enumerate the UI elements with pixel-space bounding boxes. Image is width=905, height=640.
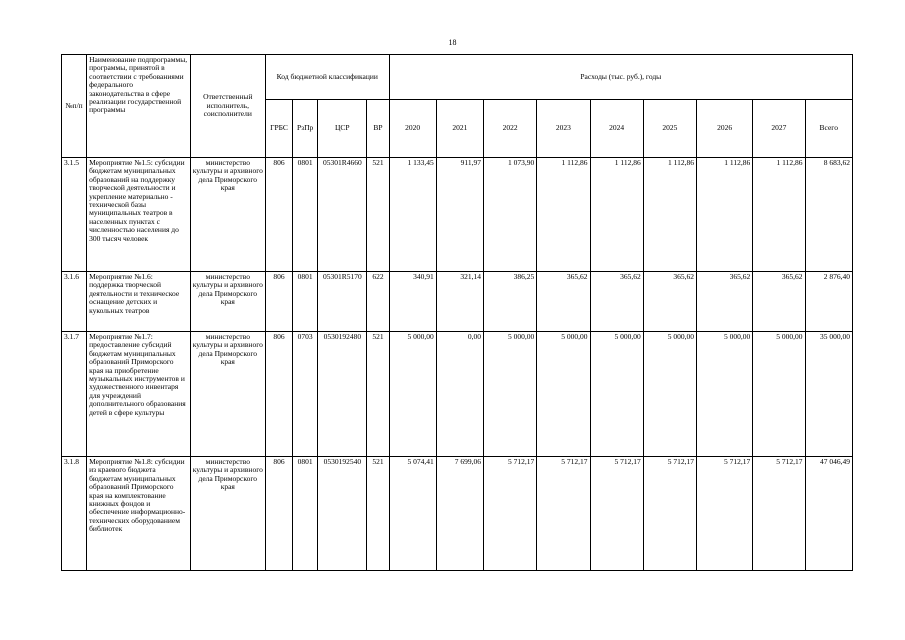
row-executor: министерство культуры и архивного дела Приморского края bbox=[190, 457, 265, 571]
header-year: 2024 bbox=[590, 100, 643, 158]
row-csr: 0530192480 bbox=[318, 332, 367, 457]
header-year: 2025 bbox=[643, 100, 696, 158]
row-value: 5 000,00 bbox=[643, 332, 696, 457]
row-value: 365,62 bbox=[697, 272, 753, 332]
row-total: 47 046,49 bbox=[805, 457, 852, 571]
row-rzpr: 0801 bbox=[293, 457, 318, 571]
row-rzpr: 0801 bbox=[293, 272, 318, 332]
header-year: 2027 bbox=[753, 100, 805, 158]
table-row bbox=[62, 332, 853, 457]
row-rzpr: 0801 bbox=[293, 158, 318, 272]
row-vr: 622 bbox=[367, 272, 389, 332]
header-vr: ВР bbox=[367, 100, 389, 158]
row-value: 5 000,00 bbox=[389, 332, 436, 457]
row-value: 365,62 bbox=[643, 272, 696, 332]
header-index: №п/п bbox=[62, 55, 87, 158]
row-value: 5 074,41 bbox=[389, 457, 436, 571]
row-value: 365,62 bbox=[590, 272, 643, 332]
row-value: 1 112,86 bbox=[697, 158, 753, 272]
header-budget-code: Код бюджетной классификации bbox=[265, 55, 389, 100]
row-value: 1 112,86 bbox=[753, 158, 805, 272]
row-value: 5 712,17 bbox=[484, 457, 537, 571]
row-value: 5 000,00 bbox=[697, 332, 753, 457]
page-number: 18 bbox=[448, 38, 457, 47]
row-value: 386,25 bbox=[484, 272, 537, 332]
header-rzpr: РзПр bbox=[293, 100, 318, 158]
row-csr: 05301R4660 bbox=[318, 158, 367, 272]
row-csr: 0530192540 bbox=[318, 457, 367, 571]
row-vr: 521 bbox=[367, 332, 389, 457]
row-value: 1 073,90 bbox=[484, 158, 537, 272]
header-executor: Ответственный исполнитель, соисполнители bbox=[190, 55, 265, 158]
row-value: 1 112,86 bbox=[590, 158, 643, 272]
header-year: 2023 bbox=[537, 100, 590, 158]
row-csr: 05301R5170 bbox=[318, 272, 367, 332]
table-row bbox=[62, 272, 853, 332]
row-value: 1 112,86 bbox=[537, 158, 590, 272]
row-value: 5 712,17 bbox=[590, 457, 643, 571]
row-index: 3.1.6 bbox=[62, 272, 87, 332]
row-value: 5 712,17 bbox=[697, 457, 753, 571]
row-vr: 521 bbox=[367, 158, 389, 272]
header-year: 2021 bbox=[436, 100, 483, 158]
row-grbs: 806 bbox=[265, 457, 292, 571]
row-grbs: 806 bbox=[265, 158, 292, 272]
row-value: 5 000,00 bbox=[753, 332, 805, 457]
table-row bbox=[62, 158, 853, 272]
row-value: 5 712,17 bbox=[537, 457, 590, 571]
table-row bbox=[62, 457, 853, 571]
row-value: 911,97 bbox=[436, 158, 483, 272]
row-rzpr: 0703 bbox=[293, 332, 318, 457]
row-index: 3.1.8 bbox=[62, 457, 87, 571]
row-grbs: 806 bbox=[265, 272, 292, 332]
row-index: 3.1.5 bbox=[62, 158, 87, 272]
row-value: 340,91 bbox=[389, 272, 436, 332]
row-value: 5 712,17 bbox=[753, 457, 805, 571]
header-year: 2020 bbox=[389, 100, 436, 158]
row-total: 35 000,00 bbox=[805, 332, 852, 457]
row-value: 1 133,45 bbox=[389, 158, 436, 272]
header-csr: ЦСР bbox=[318, 100, 367, 158]
table-header bbox=[62, 55, 853, 158]
row-executor: министерство культуры и архивного дела Приморского края bbox=[190, 332, 265, 457]
row-value: 5 000,00 bbox=[537, 332, 590, 457]
row-value: 7 699,06 bbox=[436, 457, 483, 571]
row-executor: министерство культуры и архивного дела Приморского края bbox=[190, 272, 265, 332]
budget-table bbox=[61, 54, 853, 571]
row-name: Мероприятие №1.5: субсидии бюджетам муниципальных образований на поддержку творческой деятельности и укрепление материально - технической базы муниципальных театров в населенных пунктах с численностью населения до 300 тысяч человек bbox=[87, 158, 191, 272]
row-index: 3.1.7 bbox=[62, 332, 87, 457]
row-value: 5 000,00 bbox=[484, 332, 537, 457]
row-value: 5 712,17 bbox=[643, 457, 696, 571]
row-grbs: 806 bbox=[265, 332, 292, 457]
row-name: Мероприятие №1.6: поддержка творческой деятельности и техническое оснащение детских и кукольных театров bbox=[87, 272, 191, 332]
row-value: 365,62 bbox=[753, 272, 805, 332]
row-vr: 521 bbox=[367, 457, 389, 571]
header-grbs: ГРБС bbox=[265, 100, 292, 158]
header-year: 2026 bbox=[697, 100, 753, 158]
header-year: 2022 bbox=[484, 100, 537, 158]
row-name: Мероприятие №1.7: предоставление субсидий бюджетам муниципальных образований Приморского края на приобретение музыкальных инструментов и художественного инвентаря для учреждений дополнительного образования детей в сфере культуры bbox=[87, 332, 191, 457]
row-name: Мероприятие №1.8: субсидии из краевого бюджета бюджетам муниципальных образований Приморского края на комплектование книжных фондов и обеспечение информационно-технических оборудованием библиотек bbox=[87, 457, 191, 571]
row-executor: министерство культуры и архивного дела Приморского края bbox=[190, 158, 265, 272]
header-total: Всего bbox=[805, 100, 852, 158]
row-value: 321,14 bbox=[436, 272, 483, 332]
row-value: 5 000,00 bbox=[590, 332, 643, 457]
header-name: Наименование подпрограммы, программы, принятой в соответствии с требованиями федерального законодательства в сфере реализации государственной программы bbox=[87, 55, 191, 158]
row-total: 8 683,62 bbox=[805, 158, 852, 272]
row-value: 1 112,86 bbox=[643, 158, 696, 272]
row-value: 0,00 bbox=[436, 332, 483, 457]
row-total: 2 876,40 bbox=[805, 272, 852, 332]
row-value: 365,62 bbox=[537, 272, 590, 332]
header-expenses: Расходы (тыс. руб.), годы bbox=[389, 55, 852, 100]
